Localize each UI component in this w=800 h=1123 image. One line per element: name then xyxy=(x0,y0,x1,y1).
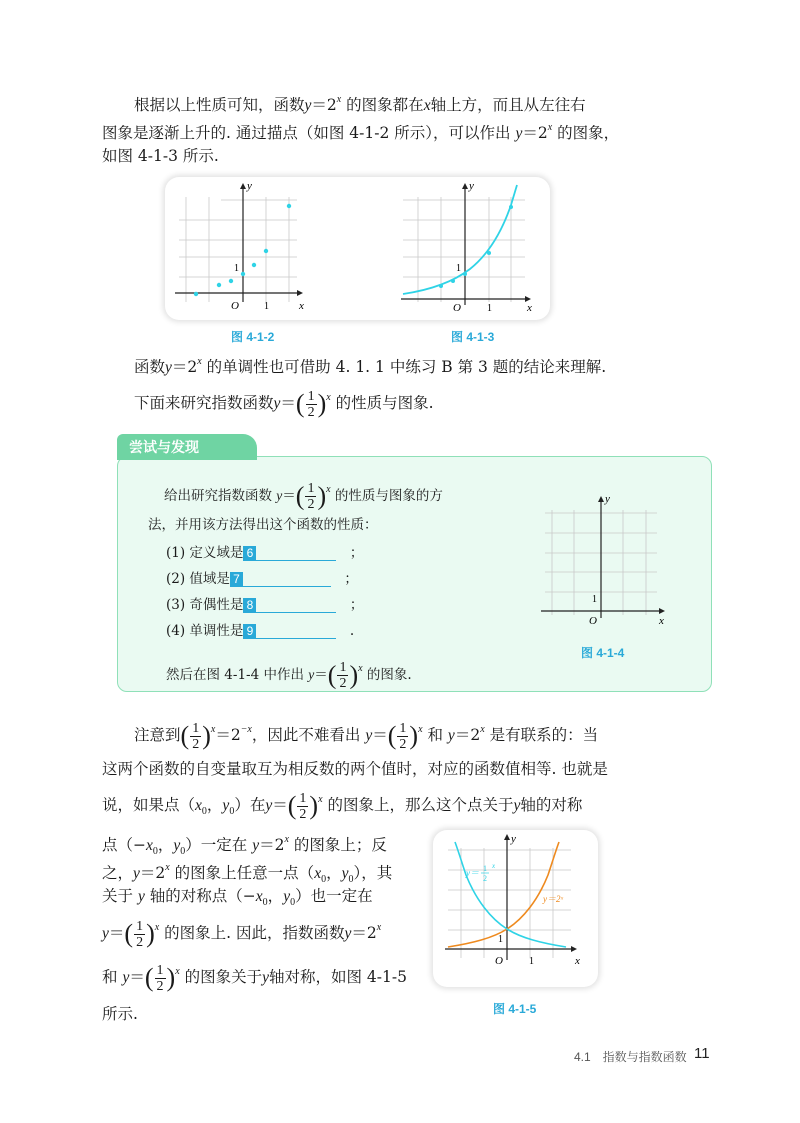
para3-line6: 关于 y 轴的对称点（$-x_0$，$y_0$）也一定在 xyxy=(102,887,373,908)
figure-412-grid xyxy=(179,197,297,302)
fig412-ylabel: y xyxy=(247,180,252,192)
figure-414-svg xyxy=(535,490,685,635)
fig414-xlabel: x xyxy=(659,615,664,627)
try-item-range: (2) 值域是 7 ； xyxy=(166,571,358,587)
figure-card-top xyxy=(165,177,550,320)
fig413-xlabel: x xyxy=(527,302,532,314)
fig415-origin: O xyxy=(495,955,503,967)
para3-line7: y＝( $\frac{1}{2}$ )$^x$ 的图象上. 因此，指数函数$y=2^x$ xyxy=(102,918,382,950)
para3-line2: 这两个函数的自变量取互为相反数的两个值时，对应的函数值相等. 也就是 xyxy=(102,760,608,778)
label-half-num: 1 xyxy=(483,864,487,873)
para3-line9: 所示. xyxy=(102,1005,138,1023)
fig413-one-y: 1 xyxy=(456,263,461,274)
fig412-one-y: 1 xyxy=(234,263,239,274)
label-half-sup: x xyxy=(492,862,496,870)
fig415-one-y: 1 xyxy=(498,934,503,945)
caption-fig414: 图 4-1-4 xyxy=(581,646,625,660)
figure-413-curve xyxy=(403,185,517,294)
figure-412-413-svg xyxy=(165,177,550,320)
answer-blank-7[interactable] xyxy=(243,572,331,587)
caption-fig413: 图 4-1-3 xyxy=(451,330,495,344)
label-half-power-x: y＝ xyxy=(466,868,479,878)
para3-line5: 之，$y=2^x$ 的图象上任意一点（$x_0$，$y_0$），其 xyxy=(102,862,393,885)
para1-line1: 根据以上性质可知，函数$y=2^x$ 的图象都在x轴上方，而且从左往右 xyxy=(134,94,586,114)
label-half-den: 2 xyxy=(483,874,487,883)
fig412-xlabel: x xyxy=(299,300,304,312)
figure-413-grid xyxy=(403,197,525,302)
try-item-domain: (1) 定义域是 6 ； xyxy=(166,545,364,561)
para2-line2: 下面来研究指数函数y＝( $\frac{1}{2}$ )$^x$ 的性质与图象. xyxy=(134,388,434,420)
try-line7: 然后在图 4-1-4 中作出 y＝( $\frac{1}{2}$ )$^x$ 的图象. xyxy=(166,660,412,691)
fig415-xlabel: x xyxy=(575,955,580,967)
answer-blank-9[interactable] xyxy=(256,624,336,639)
try-and-discover-tab: 尝试与发现 xyxy=(117,434,257,460)
try-item-parity: (3) 奇偶性是 8 ； xyxy=(166,597,364,613)
try-line1: 给出研究指数函数 y＝( $\frac{1}{2}$ )$^x$ 的性质与图象的方 xyxy=(164,481,443,512)
para3-line4: 点（$-x_0$，$y_0$）一定在 $y=2^x$ 的图象上；反 xyxy=(102,834,387,857)
try-line2: 法，并用该方法得出这个函数的性质： xyxy=(148,517,378,533)
para3-line8: 和 y＝( $\frac{1}{2}$ )$^x$ 的图象关于y轴对称，如图 4-1-5 xyxy=(102,962,407,994)
fig414-origin: O xyxy=(589,615,597,627)
fig413-one-x: 1 xyxy=(487,303,492,314)
fig414-ylabel: y xyxy=(605,493,610,505)
label-2-power-x: y＝2ˣ xyxy=(543,894,564,904)
fig413-ylabel: y xyxy=(469,180,474,192)
para2-line1: 函数$y=2^x$ 的单调性也可借助 4. 1. 1 中练习 B 第 3 题的结论来理解. xyxy=(134,356,607,376)
fig415-one-x: 1 xyxy=(529,956,534,967)
para3-line3: 说，如果点（$x_0$，$y_0$）在y＝( $\frac{1}{2}$ )$^x$ 的图象上，那么这个点关于y轴的对称 xyxy=(102,790,583,822)
para1-line3: 如图 4-1-3 所示. xyxy=(102,147,219,165)
footer-section-title: 4.1 指数与指数函数 xyxy=(574,1050,687,1064)
figure-415-svg xyxy=(433,830,598,987)
page-number: 11 xyxy=(694,1045,710,1062)
answer-blank-6[interactable] xyxy=(256,546,336,561)
para1-line2: 图象是逐渐上升的. 通过描点（如图 4-1-2 所示），可以作出 $y=2^x$ 的图象， xyxy=(102,122,620,142)
fig412-one-x: 1 xyxy=(264,301,269,312)
fig414-one-y: 1 xyxy=(592,594,597,605)
try-item-monotonicity: (4) 单调性是 9 . xyxy=(166,623,355,639)
caption-fig415: 图 4-1-5 xyxy=(493,1002,537,1016)
para3-line1: 注意到( $\frac{1}{2}$ )$^x=2^{-x}$，因此不难看出 y＝( $\frac{1}{2}$ )$^x$ 和 $y=2^x$ 是有联系的：当 xyxy=(134,720,599,752)
figure-415-card xyxy=(433,830,598,987)
fig415-ylabel: y xyxy=(511,833,516,845)
fig412-origin: O xyxy=(231,300,239,312)
caption-fig412: 图 4-1-2 xyxy=(231,330,275,344)
fig413-origin: O xyxy=(453,302,461,314)
answer-blank-8[interactable] xyxy=(256,598,336,613)
